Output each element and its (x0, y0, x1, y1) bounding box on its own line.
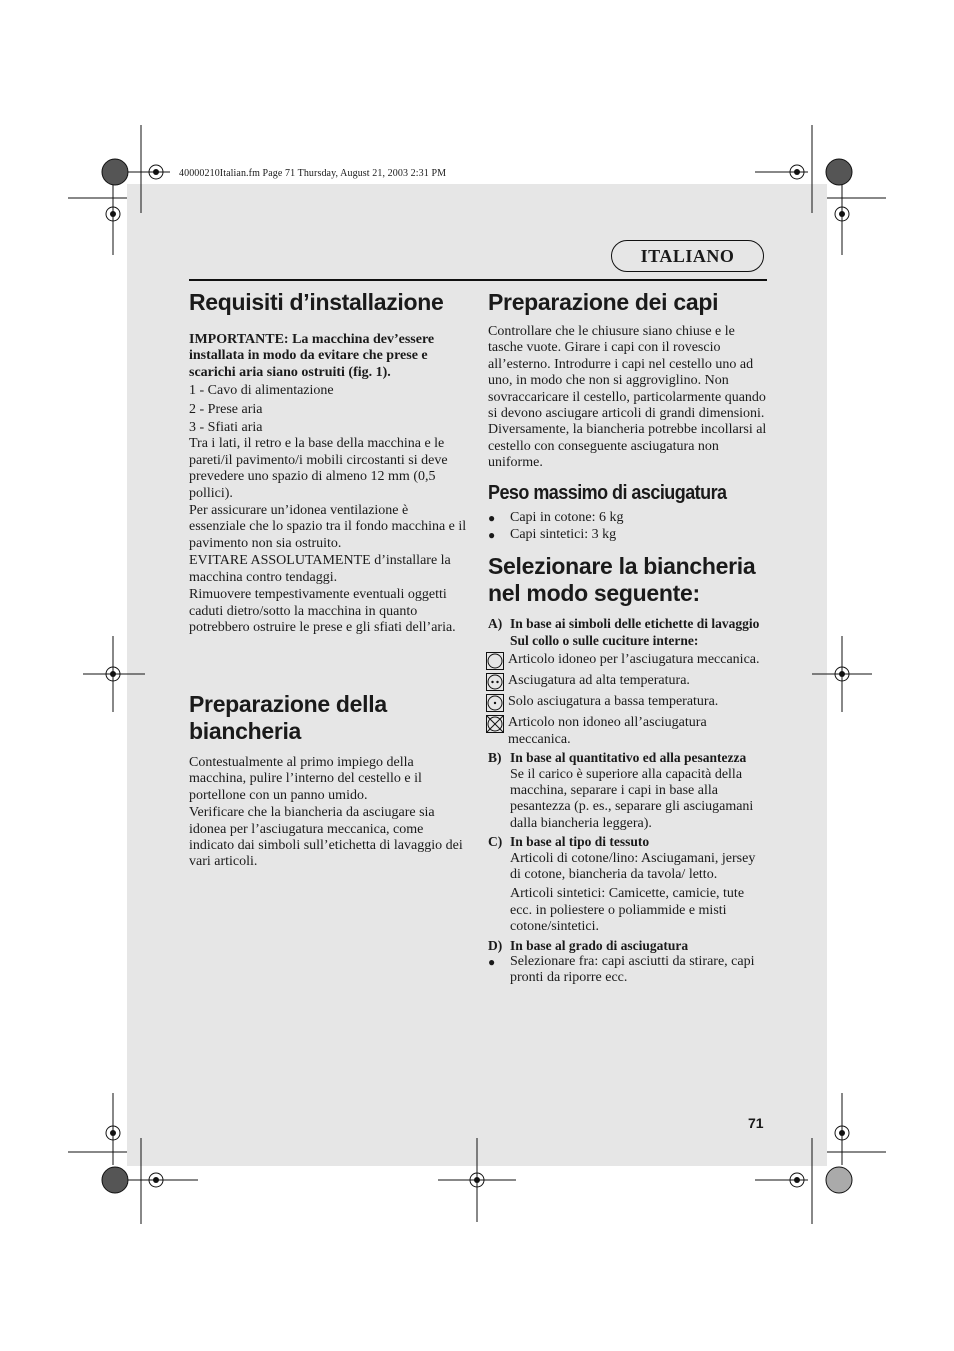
section-a-subheading: Sul collo o sulle cuciture interne: (510, 632, 699, 648)
right-column (488, 289, 768, 987)
header-rule (189, 279, 767, 281)
left-column (189, 289, 467, 636)
laundry-preparation-title: Preparazione della biancheria (189, 691, 387, 744)
tumble-dry-ok-icon (486, 652, 504, 670)
list-item: ● Capi sintetici: 3 kg (488, 527, 617, 543)
paragraph: Tra i lati, il retro e la base della macchina e le pareti/il pavimento/i mobili circostanti si deve prevedere uno spazio di almeno 12 mm (0,5 pollici). (189, 436, 448, 501)
section-a-heading: A) In base ai simboli delle etichette di lavaggio (488, 616, 760, 632)
section-b-heading: B) In base al quantitativo ed alla pesantezza (488, 750, 747, 766)
selection-title: Selezionare la biancheria nel modo seguente: (488, 553, 756, 607)
section-c-text: Articoli di cotone/lino: Asciugamani, jersey di cotone, biancheria da tavola/ letto. (510, 850, 756, 882)
list-item: ● Selezionare fra: capi asciutti da stirare, capi pronti da riporre ecc. (488, 953, 755, 986)
max-weight-title: Peso massimo di asciugatura (488, 481, 727, 504)
list-item: 3 - Sfiati aria (189, 420, 263, 436)
paragraph: Controllare che le chiusure siano chiuse e le tasche vuote. Girare i capi con il rovescio all’esterno. Introdurre i capi nel cestello uno ad uno, in modo che non si aggroviglino. Non sovraccaricare il cestello, particolarmente quando si devono asciugare articoli di grandi dimensioni. Diversamente, la biancheria potrebbe incollarsi al cestello con conseguente asciugatura non uniforme. (488, 324, 767, 471)
paragraph: Contestualmente al primo impiego della macchina, pulire l’interno del cestello e il portellone con un panno umido. (189, 755, 422, 803)
tumble-dry-low-icon (486, 694, 504, 712)
symbol-row: Solo asciugatura a bassa temperatura. (486, 694, 768, 712)
paragraph: EVITARE ASSOLUTAMENTE d’installare la macchina contro tendaggi. (189, 553, 451, 585)
garment-preparation-title: Preparazione dei capi (488, 289, 719, 315)
tumble-dry-high-icon (486, 673, 504, 691)
important-note: IMPORTANTE: La macchina dev’essere installata in modo da evitare che prese e scarichi aria siano ostruiti (fig. 1). (189, 332, 435, 380)
paragraph: Verificare che la biancheria da asciugare sia idonea per l’asciugatura meccanica, come indicato dai simboli sull’etichetta di lavaggio dei vari articoli. (189, 805, 463, 870)
section-d-heading: D) In base al grado di asciugatura (488, 937, 689, 953)
paragraph: Rimuovere tempestivamente eventuali oggetti caduti dietro/sotto la macchina in quanto potrebbero ostruire le prese e gli sfiati dell’aria. (189, 587, 456, 635)
symbol-row: Articolo non idoneo all’asciugatura meccanica. (486, 715, 768, 748)
list-item: 1 - Cavo di alimentazione (189, 383, 334, 399)
list-item: ● Capi in cotone: 6 kg (488, 509, 624, 525)
bullet-icon: ● (488, 954, 496, 969)
bullet-icon: ● (488, 510, 496, 525)
symbol-row: Asciugatura ad alta temperatura. (486, 673, 768, 691)
bullet-icon: ● (488, 528, 496, 543)
language-badge: ITALIANO (611, 240, 764, 272)
list-item: 2 - Prese aria (189, 401, 263, 417)
symbol-row: Articolo idoneo per l’asciugatura meccanica. (486, 652, 768, 670)
section-c-heading: C) In base al tipo di tessuto (488, 834, 650, 850)
file-slug: 40000210Italian.fm Page 71 Thursday, August 21, 2003 2:31 PM (179, 168, 447, 179)
section-b-text: Se il carico è superiore alla capacità della macchina, separare i capi in base alla pesantezza (p. es., separare gli asciugamani dalla biancheria leggera). (510, 766, 754, 831)
left-column-lower (189, 691, 467, 871)
page-number: 71 (748, 1115, 764, 1131)
paragraph: Per assicurare un’idonea ventilazione è essenziale che lo spazio tra il fondo macchina e il pavimento non sia ostruito. (189, 503, 467, 551)
installation-title: Requisiti d’installazione (189, 289, 444, 315)
do-not-tumble-dry-icon (486, 715, 504, 733)
section-c-text: Articoli sintetici: Camicette, camicie, tute ecc. in poliestere o poliammide e misti cotone/sintetici. (510, 886, 745, 935)
